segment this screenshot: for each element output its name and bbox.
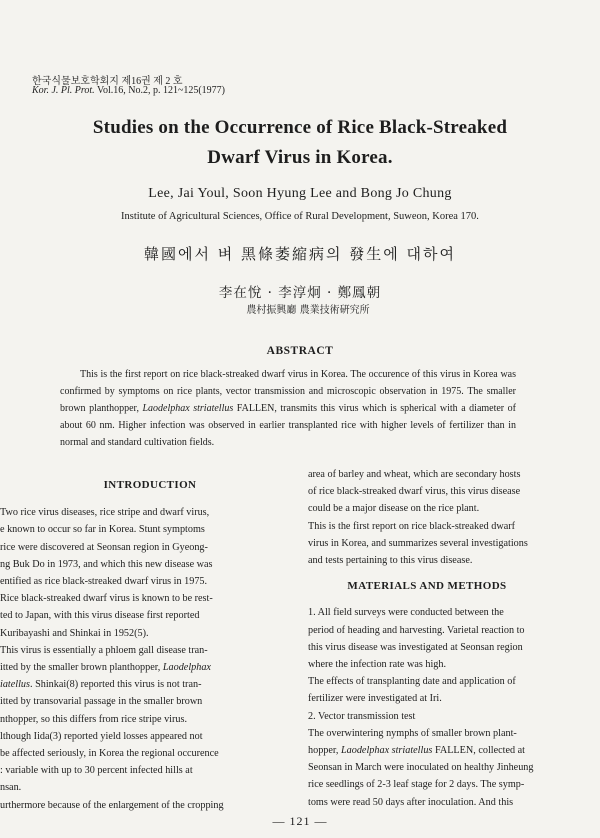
text-line: rice seedlings of 2-3 leaf stage for 2 days. The symp- [308,779,525,791]
abstract-part2: FALLEN, transmits this virus which is spherical with a diameter of about 60 nm. Higher infection was observed in earlier transplanted rice with higher levels of fertilizer than in normal and standard cultivation fields. [60,403,516,448]
korean-institution: 農村振興廳 農業技術硏究所 [246,305,370,316]
journal-abbrev: Kor. J. Pl. Prot. [32,85,95,96]
text-line: toms were read 50 days after inoculation. And this [308,796,514,808]
text-line: itted by the smaller brown planthopper, Laodelphax [0,662,211,674]
text-line: The effects of transplanting date and application of [308,676,516,688]
journal-citation [32,85,225,96]
text-line: Rice black-streaked dwarf virus is known to be rest- [0,593,213,605]
journal-korean-header: 한국식물보호학회지 제16권 제 2 호 [32,76,183,87]
paper-title-line2: Dwarf Virus in Korea. [207,147,393,168]
text-line: entified as rice black-streaked dwarf virus in 1975. [0,576,208,588]
text-line: Kuribayashi and Shinkai in 1952(5). [0,627,149,639]
text-line: hopper, Laodelphax striatellus FALLEN, collected at [308,745,525,757]
text-line: where the infection rate was high. [308,659,447,671]
text-line: : variable with up to 30 percent infected hills at [0,765,193,777]
text-line: of rice black-streaked dwarf virus, this virus disease [308,486,521,498]
text-line: fertilizer were investigated at Iri. [308,693,442,705]
text-line: itted by transovarial passage in the smaller brown [0,696,203,708]
text-line: This is the first report on rice black-streaked dwarf [308,520,516,532]
text-line: could be a major disease on the rice plant. [308,503,480,515]
text-line: ng Buk Do in 1973, and which this new disease was [0,558,213,570]
text-line: iatellus. Shinkai(8) reported this virus is not tran- [0,679,202,691]
paper-title-line1: Studies on the Occurrence of Rice Black-Streaked [92,117,508,138]
journal-volume: Vol.16, No.2, p. 121~125(1977) [94,85,226,96]
text-line: rice were discovered at Seonsan region in Gyeong- [0,541,208,553]
text-line: and tests pertaining to this virus disease. [308,555,473,567]
text-line: period of heading and harvesting. Varietal reaction to [308,624,525,636]
introduction-heading: INTRODUCTION [103,479,197,491]
introduction-column [0,477,282,814]
text-line: e known to occur so far in Korea. Stunt symptoms [0,524,205,536]
text-line: be affected seriously, in Korea the regional occurence [0,748,219,760]
right-column [308,466,546,811]
text-line: Two rice virus diseases, rice stripe and dwarf virus, [0,507,210,519]
methods-body [308,604,546,810]
text-line: ted to Japan, with this virus disease first reported [0,610,200,622]
abstract-species: Laodelphax striatellus [142,403,234,414]
introduction-continued [308,466,546,569]
text-line: urthermore because of the enlargement of the cropping [0,799,224,811]
abstract-part1: This is the first report on rice black-streaked dwarf virus in Korea. The occurence of this virus in Korea was confirmed by symptoms on rice plants, vector transmission and microscopic observation in 1975. The smaller brown planthopper, [60,369,516,414]
text-line: 1. All field surveys were conducted between the [308,607,504,619]
page-number: — 121 — [272,814,328,828]
text-line: lthough Iida(3) reported yield losses appeared not [0,730,203,742]
text-line: this virus disease was investigated at Seonsan region [308,641,523,653]
text-line: virus in Korea, and summarizes several investigations [308,537,528,549]
institution: Institute of Agricultural Sciences, Office of Rural Development, Suweon, Korea 170. [121,211,479,222]
text-line: area of barley and wheat, which are secondary hosts [308,469,521,480]
text-line: 2. Vector transmission test [308,710,416,722]
abstract-body [60,366,516,451]
authors: Lee, Jai Youl, Soon Hyung Lee and Bong Jo Chung [148,186,452,201]
korean-title: 韓國에서 벼 黑條萎縮病의 發生에 대하여 [144,245,456,263]
text-line: The overwintering nymphs of smaller brown plant- [308,727,517,739]
abstract-heading: ABSTRACT [266,345,334,357]
text-line: This virus is essentially a phloem gall disease tran- [0,644,208,656]
introduction-body [0,504,282,814]
text-line: nsan. [0,782,22,794]
text-line: nthopper, so this differs from rice stripe virus. [0,713,187,725]
text-line: Seonsan in March were inoculated on healthy Jinheung [308,762,534,774]
methods-heading: MATERIALS AND METHODS [347,580,507,593]
korean-authors: 李在悅 · 李淳炯 · 鄭鳳朝 [218,285,382,301]
